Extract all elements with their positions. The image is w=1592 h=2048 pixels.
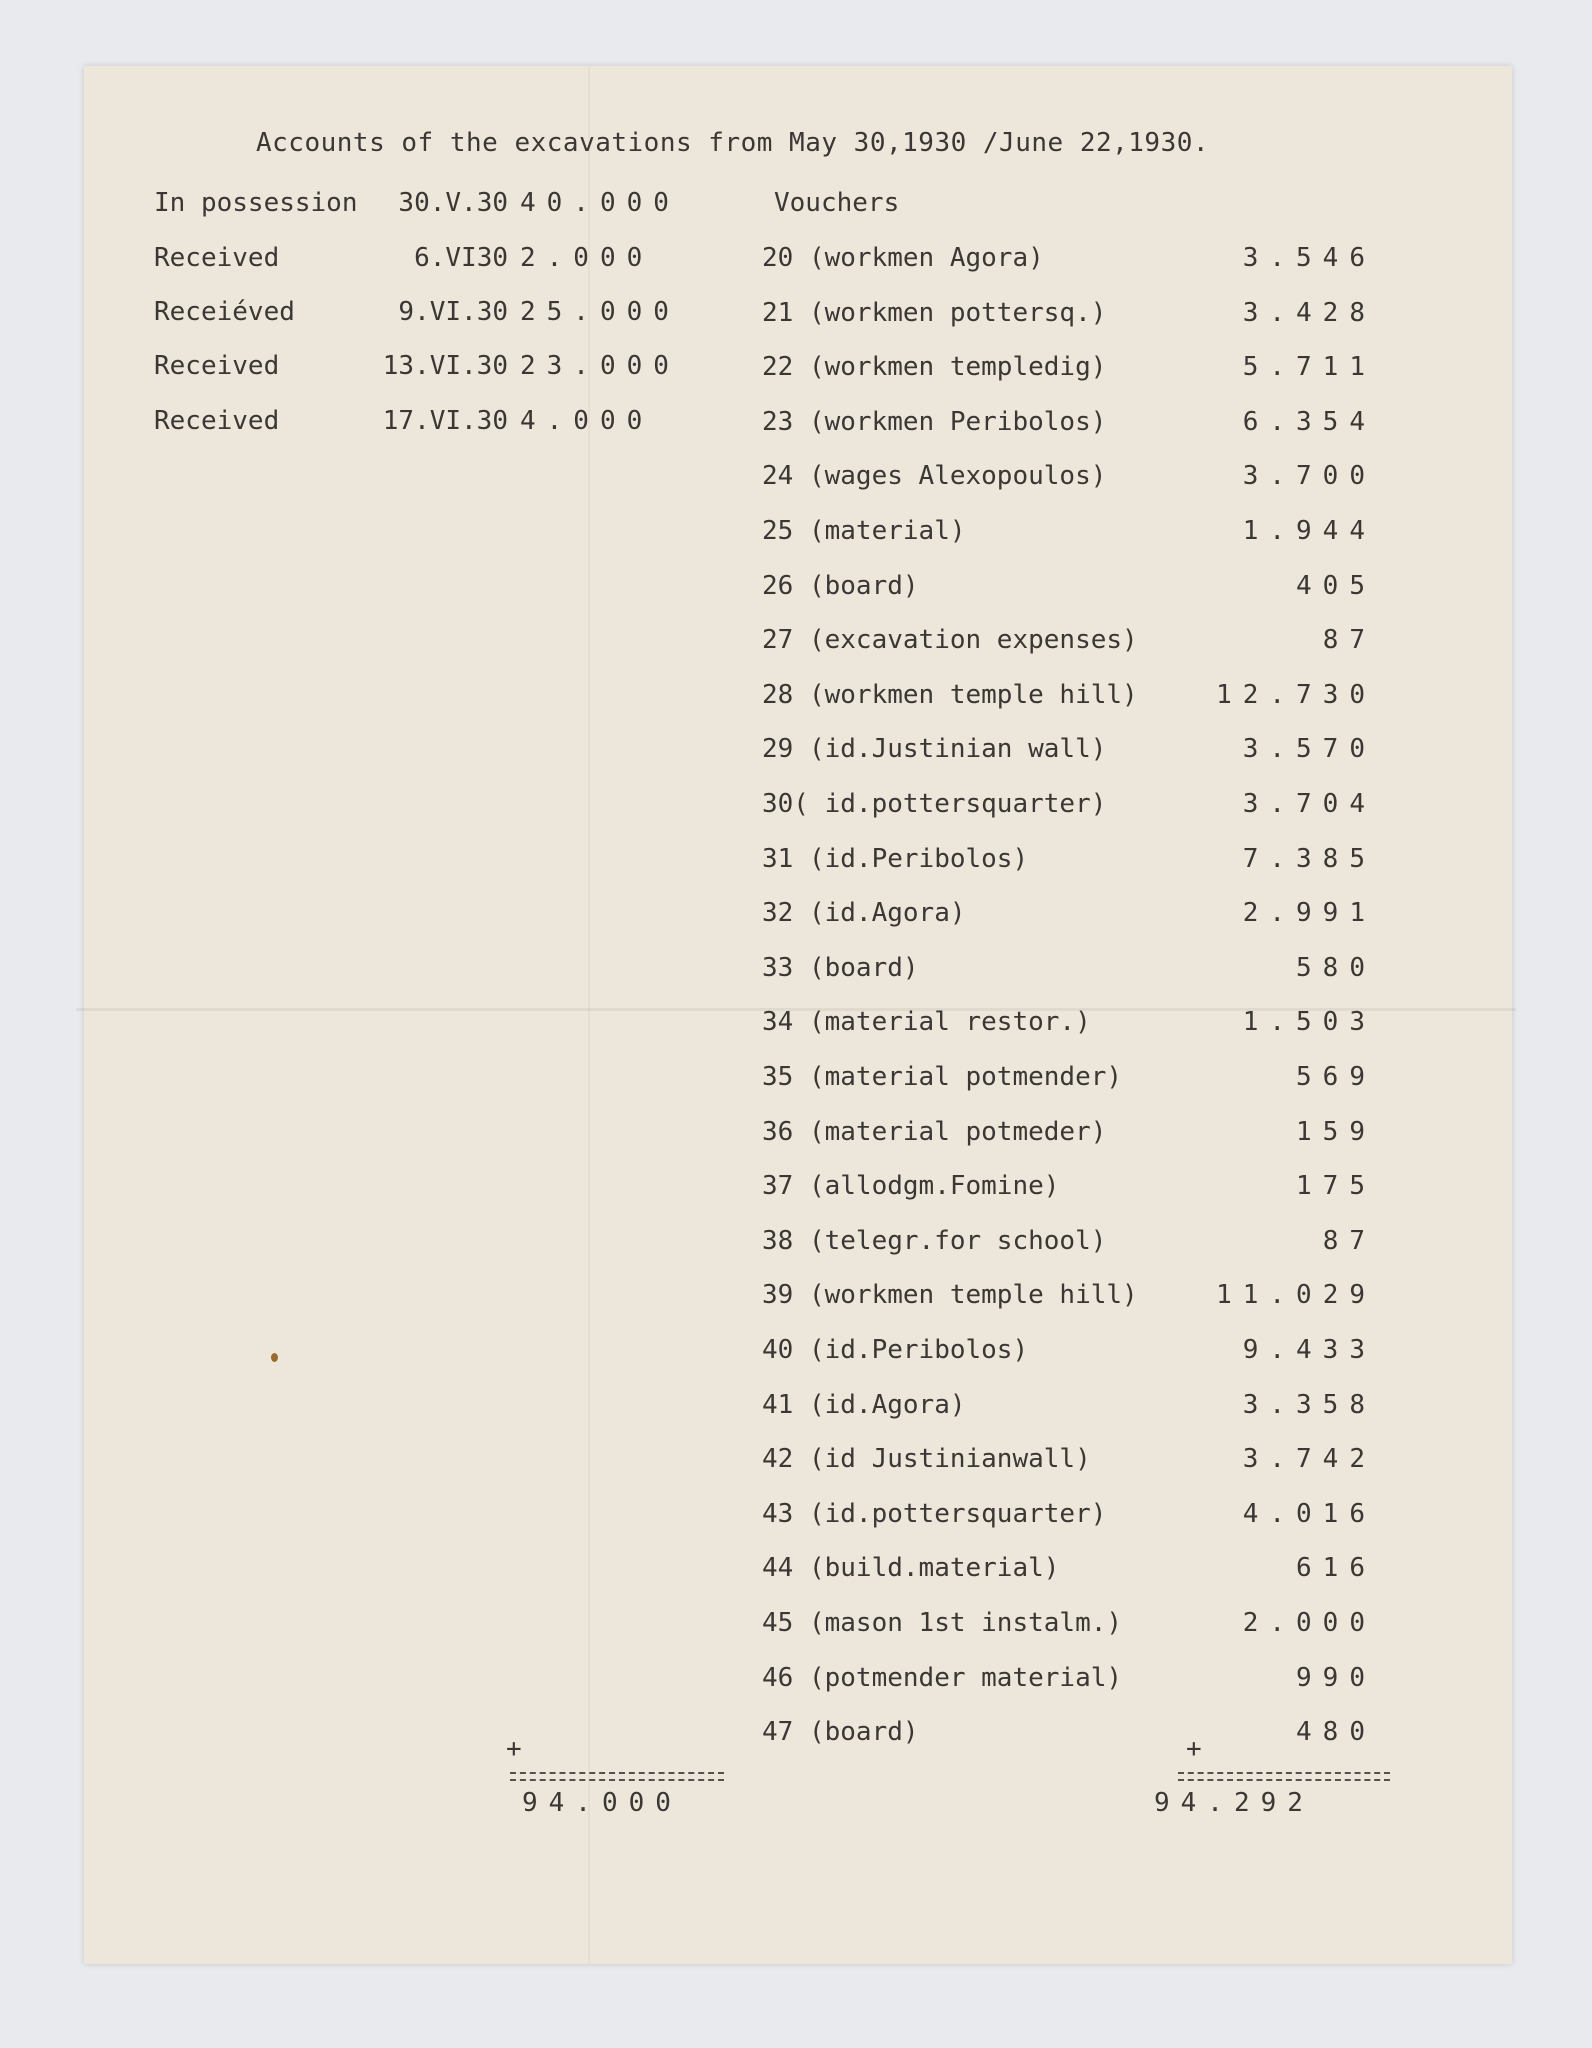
receipt-date: 17.VI.30 <box>382 406 508 436</box>
voucher-line <box>762 1553 1059 1583</box>
voucher-amount: 159 <box>1296 1117 1376 1147</box>
voucher-amount: 3.742 <box>1242 1444 1376 1474</box>
voucher-amount: 87 <box>1322 1226 1376 1256</box>
ink-spot <box>271 1353 278 1362</box>
voucher-amount: 7.385 <box>1242 844 1376 874</box>
voucher-number: 20 <box>762 243 794 273</box>
voucher-description: (workmen pottersq.) <box>808 298 1107 328</box>
receipt-date: 30.V.30 <box>398 188 508 218</box>
voucher-amount: 4.016 <box>1242 1499 1376 1529</box>
voucher-amount: 3.700 <box>1242 461 1376 491</box>
voucher-line <box>762 1499 1106 1529</box>
voucher-amount: 2.991 <box>1242 898 1376 928</box>
voucher-number: 43 <box>762 1499 794 1529</box>
voucher-amount: 569 <box>1296 1062 1376 1092</box>
receipt-amount: 23.000 <box>520 351 680 381</box>
voucher-description: (build.material) <box>808 1553 1060 1583</box>
voucher-description: (board) <box>808 571 919 601</box>
voucher-amount: 3.546 <box>1242 243 1376 273</box>
voucher-number: 31 <box>762 844 794 874</box>
voucher-amount: 405 <box>1296 571 1376 601</box>
voucher-number: 28 <box>762 680 794 710</box>
voucher-description: (workmen Peribolos) <box>808 407 1107 437</box>
voucher-line <box>762 1226 1106 1256</box>
voucher-number: 35 <box>762 1062 794 1092</box>
voucher-description: (material) <box>808 516 966 546</box>
voucher-amount: 1.503 <box>1242 1007 1376 1037</box>
voucher-description: (telegr.for school) <box>808 1226 1107 1256</box>
voucher-line <box>762 1335 1028 1365</box>
voucher-amount: 1.944 <box>1242 516 1376 546</box>
receipt-date: 13.VI.30 <box>382 351 508 381</box>
voucher-description: (mason 1st instalm.) <box>808 1608 1123 1638</box>
voucher-description: (workmen temple hill) <box>808 1280 1138 1310</box>
voucher-number: 26 <box>762 571 794 601</box>
voucher-number: 32 <box>762 898 794 928</box>
voucher-description: (id.Agora) <box>808 1390 966 1420</box>
receipt-label: Receiéved <box>154 297 295 327</box>
voucher-line <box>762 1171 1059 1201</box>
voucher-number: 22 <box>762 352 794 382</box>
voucher-number: 39 <box>762 1280 794 1310</box>
voucher-line <box>762 571 919 601</box>
voucher-line <box>762 898 966 928</box>
voucher-description: (id.Peribolos) <box>808 844 1029 874</box>
voucher-number: 40 <box>762 1335 794 1365</box>
voucher-line <box>762 734 1106 764</box>
voucher-number: 38 <box>762 1226 794 1256</box>
voucher-line <box>762 352 1106 382</box>
receipt-label: In possession <box>154 188 358 218</box>
receipt-label: Received <box>154 351 280 381</box>
vouchers-heading: Vouchers <box>774 188 900 218</box>
voucher-number: 45 <box>762 1608 794 1638</box>
voucher-number: 33 <box>762 953 794 983</box>
voucher-number: 27 <box>762 625 794 655</box>
voucher-description: (id.Agora) <box>808 898 966 928</box>
total-received: 94.000 <box>522 1788 682 1818</box>
receipt-date: 9.VI.30 <box>398 297 508 327</box>
voucher-description: (material restor.) <box>808 1007 1091 1037</box>
voucher-line <box>762 844 1028 874</box>
receipt-label: Received <box>154 243 280 273</box>
voucher-amount: 5.711 <box>1242 352 1376 382</box>
voucher-amount: 12.730 <box>1216 680 1376 710</box>
receipt-label: Received <box>154 406 280 436</box>
receipt-amount: 40.000 <box>520 188 680 218</box>
voucher-line <box>762 1117 1106 1147</box>
voucher-number: 41 <box>762 1390 794 1420</box>
voucher-description: (workmen Agora) <box>808 243 1044 273</box>
receipt-amount: 25.000 <box>520 297 680 327</box>
document-title: Accounts of the excavations from May 30,1930 /June 22,1930. <box>256 128 1210 158</box>
voucher-line <box>762 1444 1091 1474</box>
voucher-description: (workmen temple hill) <box>808 680 1138 710</box>
voucher-line <box>762 1608 1122 1638</box>
voucher-line <box>762 625 1138 655</box>
voucher-number: 23 <box>762 407 794 437</box>
voucher-amount: 3.428 <box>1242 298 1376 328</box>
plus-sign-vouchers: + <box>1186 1734 1202 1764</box>
voucher-description: (excavation expenses) <box>808 625 1138 655</box>
voucher-line <box>762 1717 919 1747</box>
plus-sign-received: + <box>506 1734 522 1764</box>
receipt-amount: 2.000 <box>520 243 654 273</box>
voucher-description: (workmen templedig) <box>808 352 1107 382</box>
voucher-amount: 175 <box>1296 1171 1376 1201</box>
receipt-date: 6.VI30 <box>414 243 508 273</box>
voucher-amount: 11.029 <box>1216 1280 1376 1310</box>
total-vouchers: 94.292 <box>1154 1788 1314 1818</box>
voucher-line <box>762 1390 966 1420</box>
voucher-number: 21 <box>762 298 794 328</box>
voucher-number: 34 <box>762 1007 794 1037</box>
voucher-description: id.pottersquarter) <box>824 789 1107 819</box>
voucher-description: (id Justinianwall) <box>808 1444 1091 1474</box>
voucher-amount: 480 <box>1296 1717 1376 1747</box>
voucher-description: (material potmeder) <box>808 1117 1107 1147</box>
voucher-line <box>762 461 1106 491</box>
voucher-description: (allodgm.Fomine) <box>808 1171 1060 1201</box>
voucher-amount: 6.354 <box>1242 407 1376 437</box>
voucher-line <box>762 407 1106 437</box>
voucher-line <box>762 680 1138 710</box>
voucher-line <box>762 243 1044 273</box>
voucher-description: (material potmender) <box>808 1062 1123 1092</box>
voucher-amount: 2.000 <box>1242 1608 1376 1638</box>
voucher-number: 47 <box>762 1717 794 1747</box>
voucher-number: 44 <box>762 1553 794 1583</box>
voucher-number: 29 <box>762 734 794 764</box>
voucher-description: (id.Justinian wall) <box>808 734 1107 764</box>
voucher-line <box>762 1280 1138 1310</box>
total-rule-received <box>510 1772 724 1781</box>
receipt-amount: 4.000 <box>520 406 654 436</box>
voucher-number: 37 <box>762 1171 794 1201</box>
voucher-number: 36 <box>762 1117 794 1147</box>
voucher-number: 24 <box>762 461 794 491</box>
voucher-amount: 3.358 <box>1242 1390 1376 1420</box>
voucher-line <box>762 1663 1122 1693</box>
voucher-amount: 3.704 <box>1242 789 1376 819</box>
voucher-amount: 87 <box>1322 625 1376 655</box>
total-rule-vouchers <box>1178 1772 1390 1781</box>
voucher-description: (id.pottersquarter) <box>808 1499 1107 1529</box>
voucher-description: (potmender material) <box>808 1663 1123 1693</box>
voucher-amount: 3.570 <box>1242 734 1376 764</box>
voucher-description: (board) <box>808 953 919 983</box>
voucher-number: 46 <box>762 1663 794 1693</box>
voucher-line <box>762 1007 1091 1037</box>
voucher-line <box>762 298 1106 328</box>
voucher-amount: 990 <box>1296 1663 1376 1693</box>
voucher-line <box>762 953 919 983</box>
voucher-amount: 9.433 <box>1242 1335 1376 1365</box>
voucher-line <box>762 1062 1122 1092</box>
voucher-description: (board) <box>808 1717 919 1747</box>
voucher-line <box>762 516 966 546</box>
voucher-number: 25 <box>762 516 794 546</box>
voucher-amount: 616 <box>1296 1553 1376 1583</box>
voucher-line <box>762 789 1106 819</box>
voucher-description: (id.Peribolos) <box>808 1335 1029 1365</box>
voucher-number: 42 <box>762 1444 794 1474</box>
voucher-number: 30( <box>762 789 809 819</box>
voucher-description: (wages Alexopoulos) <box>808 461 1107 491</box>
voucher-amount: 580 <box>1296 953 1376 983</box>
